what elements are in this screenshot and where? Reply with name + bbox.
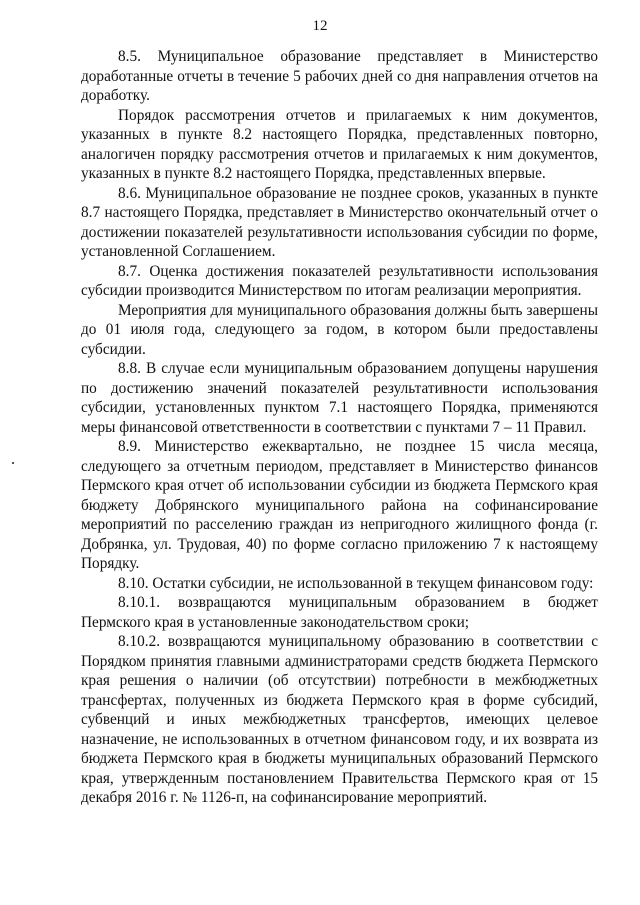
page-number: 12	[312, 18, 328, 34]
paragraph-8-5: 8.5. Муниципальное образование представляет в Министерство доработанные отчеты в течение 5 рабочих дней со дня направления отчетов на доработку.	[81, 48, 598, 104]
paragraph-8-7: 8.7. Оценка достижения показателей результативности использования субсидии производится Министерством по итогам реализации мероприятия.	[81, 262, 598, 299]
paragraph-deadline: Мероприятия для муниципального образования должны быть завершены до 01 июля года, следующего за годом, в котором были предоставлены субсидии.	[81, 301, 598, 358]
document-body	[81, 47, 598, 808]
paragraph-8-8: 8.8. В случае если муниципальным образованием допущены нарушения по достижению значений показателей результативности использования субсидии, установленных пунктом 7.1 настоящего Порядка, применяются меры финансовой ответственности в соответствии с пунктами 7 – 11 Правил.	[81, 360, 598, 436]
scan-speck	[12, 462, 14, 464]
paragraph-8-10-1: 8.10.1. возвращаются муниципальным образованием в бюджет Пермского края в установленные законодательством сроки;	[81, 594, 598, 631]
paragraph-8-6: 8.6. Муниципальное образование не позднее сроков, указанных в пункте 8.7 настоящего Порядка, представляет в Министерство окончательный отчет о достижении показателей результативности использования субсидии по форме, установленной Соглашением.	[81, 184, 598, 260]
paragraph-8-10-2: 8.10.2. возвращаются муниципальному образованию в соответствии с Порядком принятия главными администраторами средств бюджета Пермского края решения о наличии (об отсутствии) потребности в межбюджетных трансфертах, полученных из бюджета Пермского края в форме субсидий, субвенций и иных межбюджетных трансфертов, имеющих целевое назначение, не использованных в отчетном финансовом году, и их возврата из бюджета Пермского края в бюджеты муниципальных образований Пермского края, утвержденным постановлением Правительства Пермского края от 15 декабря 2016 г. № 1126-п, на софинансирование мероприятий.	[81, 633, 598, 806]
paragraph-8-9: 8.9. Министерство ежеквартально, не позднее 15 числа месяца, следующего за отчетным периодом, представляет в Министерство финансов Пермского края отчет об использовании субсидии из бюджета Пермского края бюджету Добрянского муниципального района на софинансирование мероприятий по расселению граждан из непригодного жилищного фонда (г. Добрянка, ул. Трудовая, 40) по форме согласно приложению 7 к настоящему Порядку.	[81, 438, 598, 572]
paragraph-review-procedure: Порядок рассмотрения отчетов и прилагаемых к ним документов, указанных в пункте 8.2 настоящего Порядка, представленных повторно, аналогичен порядку рассмотрения отчетов и прилагаемых к ним документов, указанных в пункте 8.2 настоящего Порядка, представленных впервые.	[81, 106, 598, 182]
paragraph-8-10: 8.10. Остатки субсидии, не использованной в текущем финансовом году:	[118, 574, 594, 592]
